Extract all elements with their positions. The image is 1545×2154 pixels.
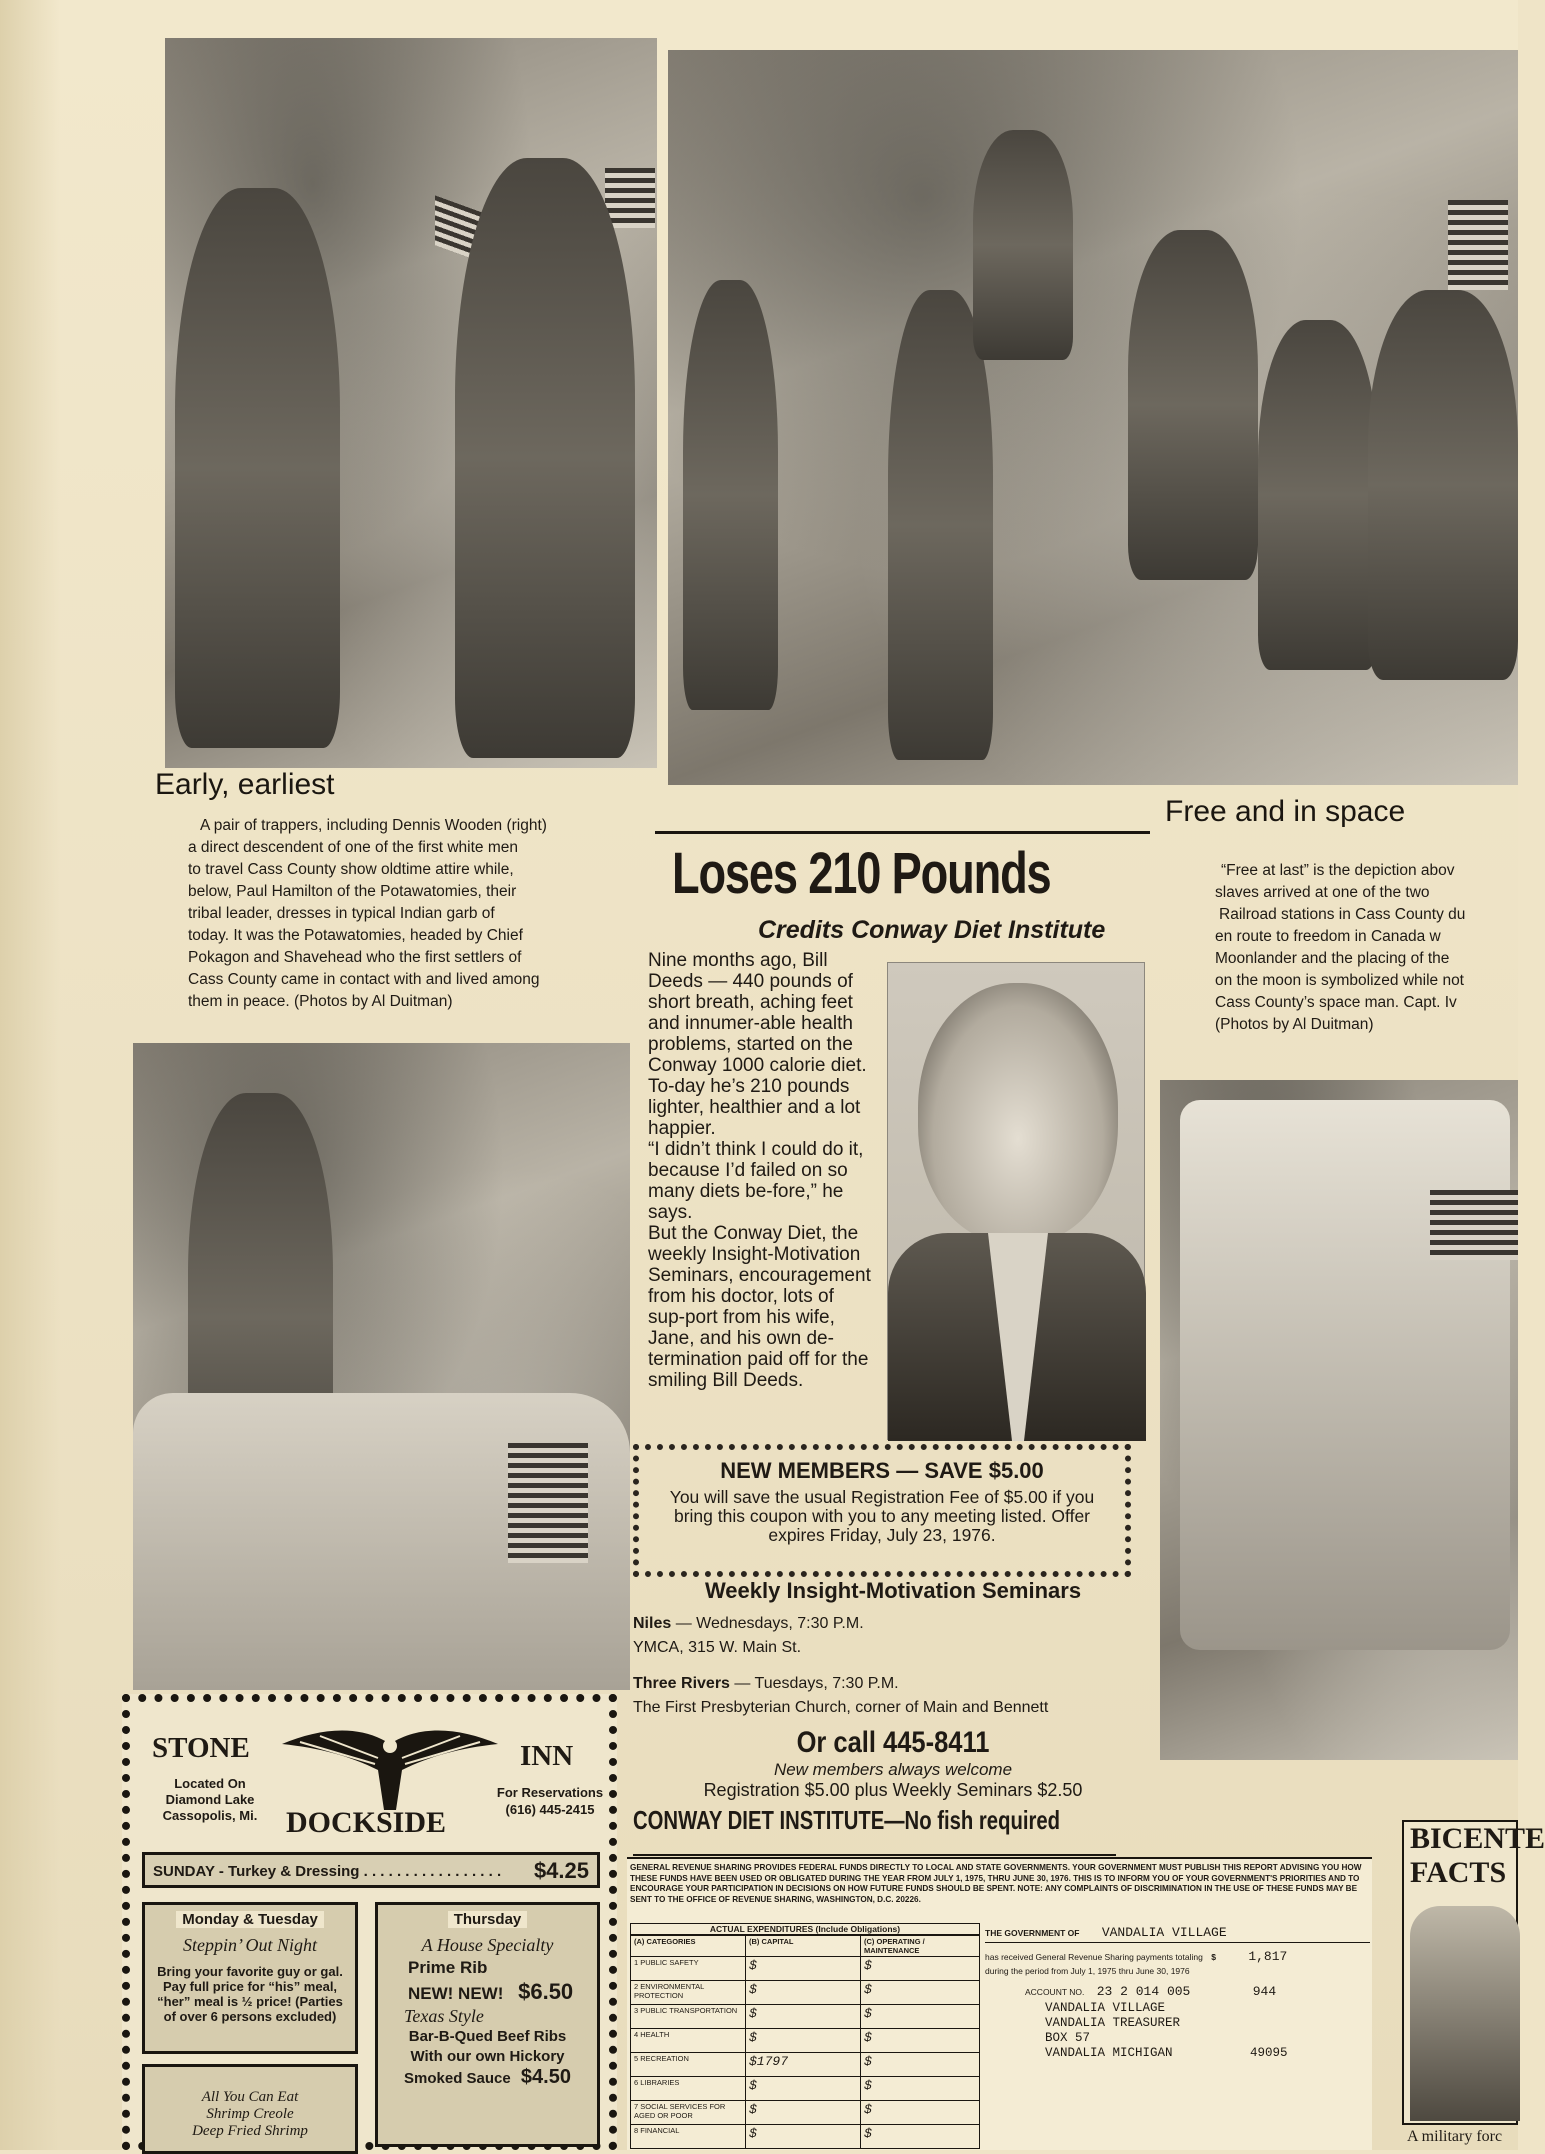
person-figure — [888, 290, 993, 760]
welcome-text: New members always welcome — [773, 1760, 1013, 1779]
stone-word: STONE — [152, 1732, 250, 1764]
call-number: Or call 445-8411 — [796, 1726, 990, 1759]
mailing-address — [985, 2001, 1370, 2061]
gov-line — [985, 1925, 1370, 1943]
person-figure — [1258, 320, 1378, 670]
flag-image — [508, 1443, 588, 1563]
sunday-label: SUNDAY - Turkey & Dressing . . . . . . . . . . . . . . . . . — [153, 1863, 502, 1880]
flag-image — [1448, 200, 1508, 290]
all-you-can-eat: All You Can Eat — [201, 2089, 299, 2105]
table-row — [631, 2077, 980, 2101]
sunday-special — [142, 1852, 600, 1888]
inn-word: INN — [520, 1740, 574, 1772]
gov-label: THE GOVERNMENT OF — [985, 1928, 1080, 1938]
table-row — [631, 1957, 980, 1981]
thursday-new: NEW! NEW! — [408, 1984, 504, 2003]
caption-line: them in peace. (Photos by Al Duitman) — [188, 993, 453, 1010]
thursday-prime-price: $6.50 — [518, 1979, 574, 2004]
table-row — [631, 2125, 980, 2149]
row-category: 2 ENVIRONMENTAL PROTECTION — [631, 1981, 746, 2005]
caption-headline-early: Early, earliest — [155, 768, 335, 801]
thursday-special: A House Specialty — [421, 1935, 554, 1955]
actual-expenditures-title: ACTUAL EXPENDITURES (Include Obligations) — [630, 1923, 980, 1935]
form-header: GENERAL REVENUE SHARING PROVIDES FEDERAL FUNDS DIRECTLY TO LOCAL AND STATE GOVERNMENTS. YOUR GOVERNMENT MUST PUBLISH THIS REPORT ADVISING YOU HOW THESE FUNDS HAVE BEEN USED OR OBLIGATED DURING THE YEAR FROM JULY 1, 1975, THRU JUNE 30, 1976. THIS IS TO INFORM YOU OF YOUR GOVERNMENT'S PRIORITIES AND TO ENCOURAGE YOUR PARTICIPATION IN DECISIONS ON HOW FUTURE FUNDS SHOULD BE SPENT. NOTE: ANY COMPLAINTS OF DISCRIMINATION IN THE USE OF THESE FUNDS MAY BE SENT TO THE OFFICE OF REVENUE SHARING, WASHINGTON, D.C. 20226. — [630, 1863, 1362, 1904]
zip-code: 49095 — [1250, 2046, 1288, 2060]
row-category: 1 PUBLIC SAFETY — [631, 1957, 746, 1981]
caption-line: Cass County came in contact with and lived among — [188, 971, 540, 988]
row-category: 7 SOCIAL SERVICES FOR AGED OR POOR — [631, 2101, 746, 2125]
row-operating: $ — [861, 2077, 980, 2101]
photo-chief-car — [133, 1043, 630, 1690]
account-line — [985, 1984, 1370, 1999]
caption-line: tribal leader, dresses in typical Indian garb of — [188, 905, 495, 922]
caption-line: a direct descendent of one of the first white men — [188, 839, 518, 856]
bicentennial-facts — [1402, 1820, 1545, 2125]
row-capital: $ — [746, 1981, 861, 2005]
expenditures-table — [630, 1935, 980, 2149]
row-operating: $ — [861, 1957, 980, 1981]
seminar-niles-place: YMCA, 315 W. Main St. — [633, 1639, 802, 1656]
thursday-hickory: With our own Hickory — [410, 2048, 565, 2065]
person-figure — [973, 130, 1073, 360]
flag-image — [605, 168, 655, 228]
row-category: 4 HEALTH — [631, 2029, 746, 2053]
revenue-sharing-form — [627, 1857, 1372, 2150]
person-figure — [1128, 230, 1258, 580]
row-operating: $ — [861, 2053, 980, 2077]
photo-trappers — [165, 38, 657, 768]
row-operating: $ — [861, 2029, 980, 2053]
conway-subhead: Credits Conway Diet Institute — [758, 916, 1106, 944]
payments-line — [985, 1949, 1370, 1964]
page-edge — [0, 0, 60, 2150]
bicent-title-2: FACTS — [1410, 1856, 1507, 1889]
ad-bottom-rule — [633, 1854, 1116, 1856]
location-text: Located On Diamond Lake Cassopolis, Mi. — [162, 1776, 258, 1823]
seminar-niles-label: Niles — [633, 1615, 672, 1632]
coupon-box — [633, 1444, 1131, 1577]
period-text: during the period from July 1, 1975 thru June 30, 1976 — [985, 1966, 1190, 1976]
row-operating: $ — [861, 2125, 980, 2149]
row-operating: $ — [861, 2101, 980, 2125]
minutemen-illustration — [1410, 1906, 1520, 2121]
received-text: has received General Revenue Sharing payments totaling — [985, 1952, 1203, 1962]
address-line-zip — [1045, 2046, 1370, 2061]
row-category: 6 LIBRARIES — [631, 2077, 746, 2101]
registration-text: Registration $5.00 plus Weekly Seminars $2.50 — [703, 1780, 1083, 1800]
thursday-prime: Prime Rib — [408, 1958, 488, 1977]
government-block — [985, 1925, 1370, 2061]
caption-text-free — [1215, 860, 1518, 1036]
col-operating: (C) OPERATING / MAINTENANCE — [861, 1936, 980, 1957]
account-label: ACCOUNT NO. — [1025, 1987, 1085, 1997]
thursday-ribs: Bar-B-Qued Beef Ribs — [408, 2028, 567, 2045]
address-line: BOX 57 — [1045, 2031, 1091, 2045]
caption-line: Railroad stations in Cass County du — [1219, 906, 1466, 923]
table-header-row — [631, 1936, 980, 1957]
conway-body — [648, 950, 873, 1391]
row-capital: $ — [746, 2077, 861, 2101]
address-line: VANDALIA MICHIGAN — [1045, 2046, 1173, 2060]
table-row — [631, 2005, 980, 2029]
coupon-text: You will save the usual Registration Fee of $5.00 if you bring this coupon with you to any meeting listed. Offer expires Friday, July 23, 1976. — [669, 1487, 1095, 1545]
float-shape — [1180, 1100, 1510, 1650]
person-figure — [683, 280, 778, 710]
sunday-price: $4.25 — [533, 1858, 589, 1883]
caption-line: Cass County’s space man. Capt. Iv — [1215, 994, 1457, 1011]
institute-name: CONWAY DIET INSTITUTE—No fish required — [633, 1805, 1061, 1835]
conway-paragraph: Nine months ago, Bill Deeds — 440 pounds of short breath, aching feet and innumer-able health problems, started on the Conway 1000 calorie diet. To-day he’s 210 pounds lighter, healthier and a lot happier. — [648, 950, 867, 1139]
col-categories: (A) CATEGORIES — [631, 1936, 746, 1957]
caption-line: en route to freedom in Canada w — [1215, 928, 1441, 945]
caption-line: to travel Cass County show oldtime attire while, — [188, 861, 514, 878]
row-category: 8 FINANCIAL — [631, 2125, 746, 2149]
account-number: 23 2 014 005 — [1096, 1984, 1191, 1999]
coupon-title: NEW MEMBERS — SAVE $5.00 — [720, 1458, 1044, 1483]
eagle-icon — [280, 1724, 500, 1812]
monday-text: Bring your favorite guy or gal. Pay full price for “his” meal, “her” meal is ½ price! (Parties of over 6 persons excluded) — [157, 1964, 343, 2024]
portrait-head — [918, 983, 1118, 1243]
seminar-niles — [633, 1612, 1153, 1660]
row-category: 5 RECREATION — [631, 2053, 746, 2077]
caption-line: Moonlander and the placing of the — [1215, 950, 1450, 967]
row-capital: $1797 — [746, 2053, 861, 2077]
row-operating: $ — [861, 2005, 980, 2029]
flag-image — [1430, 1190, 1518, 1260]
thursday-sauce: Smoked Sauce — [404, 2070, 511, 2087]
seminars-block — [633, 1578, 1153, 1836]
seminar-niles-time: — Wednesdays, 7:30 P.M. — [671, 1615, 864, 1632]
monday-tab: Monday & Tuesday — [176, 1911, 324, 1928]
caption-line: slaves arrived at one of the two — [1215, 884, 1430, 901]
conway-headline: Loses 210 Pounds — [672, 841, 1051, 906]
caption-line: today. It was the Potawatomies, headed by Chief — [188, 927, 523, 944]
table-row — [631, 2101, 980, 2125]
caption-line: A pair of trappers, including Dennis Wooden (right) — [200, 817, 547, 834]
thursday-prime-line — [384, 1980, 591, 2006]
person-figure — [1368, 290, 1518, 680]
row-operating: $ — [861, 1981, 980, 2005]
thursday-ribs-price: $4.50 — [520, 2066, 571, 2088]
dockside-word: DOCKSIDE — [286, 1806, 447, 1839]
col-capital: (B) CAPITAL — [746, 1936, 861, 1957]
bicent-title-1: BICENTE — [1410, 1822, 1545, 1855]
photo-wagon — [668, 50, 1518, 785]
shrimp-box — [142, 2064, 358, 2154]
table-row — [631, 2029, 980, 2053]
account-code: 944 — [1252, 1984, 1277, 1999]
caption-line: Pokagon and Shavehead who the first settlers of — [188, 949, 522, 966]
monday-title: Steppin’ Out Night — [183, 1935, 317, 1955]
seminar-tr-label: Three Rivers — [633, 1675, 730, 1692]
address-line: VANDALIA TREASURER — [1045, 2016, 1181, 2030]
thursday-sauce-line — [384, 2067, 591, 2089]
thursday-box — [375, 1902, 600, 2147]
photo-space-float — [1160, 1080, 1518, 1760]
caption-text-early — [188, 815, 633, 1013]
conway-paragraph: But the Conway Diet, the weekly Insight-Motivation Seminars, encouragement from his doctor, lots of sup-port from his wife, Jane, and his own de-termination paid off for the smiling Bill Deeds. — [648, 1223, 871, 1391]
portrait-photo — [887, 962, 1145, 1440]
seminar-three-rivers — [633, 1672, 1153, 1720]
row-capital: $ — [746, 2101, 861, 2125]
seminars-title: Weekly Insight-Motivation Seminars — [704, 1578, 1082, 1603]
row-capital: $ — [746, 2005, 861, 2029]
shrimp-creole: Shrimp Creole — [206, 2106, 294, 2122]
trapper-figure — [175, 188, 340, 748]
address-line: VANDALIA VILLAGE — [1045, 2001, 1166, 2015]
gov-name: VANDALIA VILLAGE — [1101, 1925, 1227, 1940]
trapper-figure — [455, 158, 635, 758]
seminar-tr-time: — Tuesdays, 7:30 P.M. — [729, 1675, 899, 1692]
reservations-text: For Reservations (616) 445-2415 — [496, 1785, 604, 1817]
caption-headline-free: Free and in space — [1165, 795, 1406, 828]
conway-paragraph: “I didn’t think I could do it, because I’d failed on so many diets be-fore,” he says. — [648, 1139, 864, 1223]
seminar-tr-place: The First Presbyterian Church, corner of Main and Bennett — [633, 1699, 1049, 1716]
thursday-tab: Thursday — [448, 1911, 528, 1928]
amount-sign: $ — [1211, 1952, 1216, 1962]
stone-inn-ad — [122, 1694, 617, 2150]
bicent-caption: A military forc — [1407, 2128, 1503, 2145]
row-category: 3 PUBLIC TRANSPORTATION — [631, 2005, 746, 2029]
caption-line: below, Paul Hamilton of the Potawatomies, their — [188, 883, 517, 900]
table-row — [631, 2053, 980, 2077]
table-row — [631, 1981, 980, 2005]
row-capital: $ — [746, 2029, 861, 2053]
deep-fried-shrimp: Deep Fried Shrimp — [192, 2123, 308, 2139]
amount-total: 1,817 — [1248, 1949, 1288, 1964]
ad-top-rule — [655, 831, 1150, 834]
row-capital: $ — [746, 2125, 861, 2149]
caption-line: (Photos by Al Duitman) — [1215, 1016, 1374, 1033]
monday-box — [142, 1902, 358, 2054]
caption-line: on the moon is symbolized while not — [1215, 972, 1464, 989]
thursday-texas: Texas Style — [404, 2006, 484, 2026]
row-capital: $ — [746, 1957, 861, 1981]
caption-line: “Free at last” is the depiction abov — [1221, 862, 1455, 879]
